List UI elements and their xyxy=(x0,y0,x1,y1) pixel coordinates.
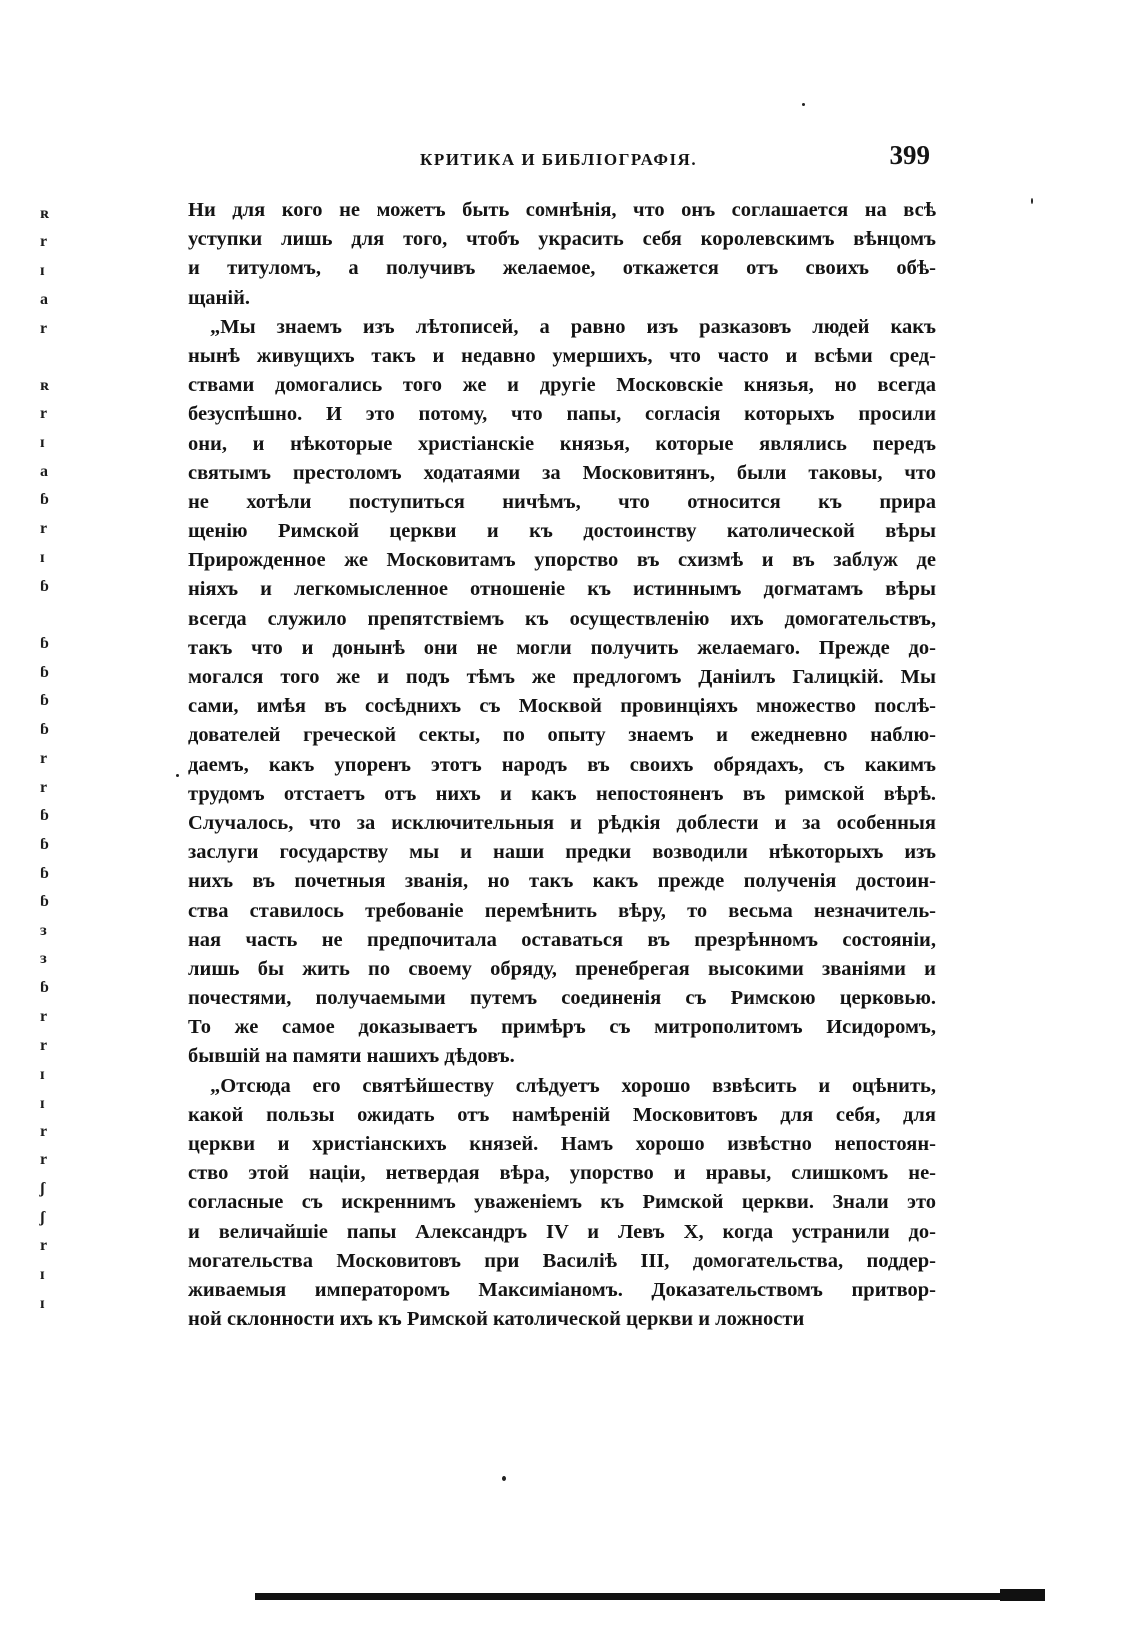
page-header xyxy=(188,140,936,180)
text-line: Прирожденное же Московитамъ упорство въ схизмѣ и въ заблуж де xyxy=(188,549,936,572)
margin-mark: ɪ xyxy=(40,1095,45,1112)
margin-mark: ɓ xyxy=(40,578,49,595)
margin-mark: ɓ xyxy=(40,635,49,652)
paragraph xyxy=(188,196,936,313)
margin-mark: ɓ xyxy=(40,692,49,709)
margin-mark: ɪ xyxy=(40,434,45,451)
text-line: То же самое доказываетъ примѣръ съ митрополитомъ Исидоромъ, xyxy=(188,1016,936,1039)
text-line: ствами домогались того же и другіе Московскіе князья, но всегда xyxy=(188,374,936,397)
margin-mark: r xyxy=(40,1237,48,1254)
margin-mark: ɪ xyxy=(40,549,45,566)
text-line: „Отсюда его святѣйшеству слѣдуетъ хорошо взвѣсить и оцѣнить, xyxy=(210,1074,936,1097)
text-line: такъ что и донынѣ они не могли получить желаемаго. Прежде до- xyxy=(188,636,936,659)
text-line: щаній. xyxy=(188,286,251,309)
page-number: 399 xyxy=(889,140,930,170)
margin-mark: r xyxy=(40,233,48,250)
margin-mark: ɓ xyxy=(40,836,49,853)
ink-speck xyxy=(502,1476,506,1481)
text-line: церкви и христіанскихъ князей. Намъ хорошо извѣстно непостоян- xyxy=(188,1133,936,1155)
text-line: ніяхъ и легкомысленное отношеніе къ истиннымъ догматамъ вѣры xyxy=(188,578,936,601)
margin-mark: ɪ xyxy=(40,1295,45,1312)
margin-mark: ɓ xyxy=(40,979,49,996)
text-line: живаемыя императоромъ Максиміаномъ. Доказательствомъ притвор- xyxy=(188,1278,936,1301)
margin-mark: ɜ xyxy=(40,950,47,967)
bottom-scan-edge-rule xyxy=(255,1593,1045,1600)
margin-mark: ɓ xyxy=(40,721,49,738)
text-line: могался того же и подъ тѣмъ же предлогомъ Даніилъ Галицкій. Мы xyxy=(188,666,936,688)
margin-mark: ɓ xyxy=(40,865,49,882)
text-line: сами, имѣя въ сосѣднихъ съ Москвой провинціяхъ множество послѣ- xyxy=(188,695,936,718)
margin-mark: ɪ xyxy=(40,1066,45,1083)
margin-mark: r xyxy=(40,779,48,796)
text-line: безуспѣшно. И это потому, что папы, согласія которыхъ просили xyxy=(188,403,936,426)
text-line: дователей греческой секты, по опыту знаемъ и ежедневно наблю- xyxy=(188,724,936,747)
margin-mark: r xyxy=(40,1123,48,1140)
text-line: святымъ престоломъ ходатаями за Московитянъ, были таковы, что xyxy=(188,461,936,484)
margin-mark: r xyxy=(40,1037,48,1054)
margin-show-through-marks xyxy=(40,205,60,1405)
body-text xyxy=(188,196,936,1334)
text-line: бывшій на памяти нашихъ дѣдовъ. xyxy=(188,1045,515,1068)
margin-mark: ʀ xyxy=(40,205,50,222)
text-line: лишь бы жить по своему обряду, пренебрегая высокими званіями и xyxy=(188,957,936,980)
margin-mark: a xyxy=(40,463,48,480)
text-line: почестями, получаемыми путемъ соединенія съ Римскою церковью. xyxy=(188,987,936,1010)
text-line: щенію Римской церкви и къ достоинству католической вѣры xyxy=(188,520,936,543)
text-line: не хотѣли поступиться ничѣмъ, что относится къ прира xyxy=(188,490,936,513)
text-line: и титуломъ, а получивъ желаемое, откажется отъ своихъ обѣ- xyxy=(188,257,936,280)
text-line: нихъ въ почетныя званія, но такъ какъ прежде полученія достоин- xyxy=(188,870,936,893)
text-line: даемъ, какъ упоренъ этотъ народъ въ своихъ обрядахъ, съ какимъ xyxy=(188,753,936,776)
paragraph xyxy=(188,1072,936,1335)
text-line: нынѣ живущихъ такъ и недавно умершихъ, что часто и всѣми сред- xyxy=(188,344,936,367)
text-line: всегда служило препятствіемъ къ осуществленію ихъ домогательствъ, xyxy=(188,607,936,630)
margin-mark: ɜ xyxy=(40,922,47,939)
margin-mark: a xyxy=(40,291,48,308)
margin-mark: r xyxy=(40,1008,48,1025)
margin-mark: ɓ xyxy=(40,491,49,508)
margin-mark: r xyxy=(40,405,48,422)
ink-speck xyxy=(802,103,805,106)
margin-mark: r xyxy=(40,520,48,537)
text-line: какой пользы ожидать отъ намѣреній Московитовъ для себя, для xyxy=(188,1103,936,1126)
text-line: ства ставилось требованіе перемѣнить вѣру, то весьма незначитель- xyxy=(188,899,936,922)
text-line: ство этой націи, нетвердая вѣра, упорство и нравы, слишкомъ не- xyxy=(188,1162,936,1185)
text-line: согласные съ искреннимъ уваженіемъ къ Римской церкви. Знали это xyxy=(188,1191,936,1214)
running-head: КРИТИКА И БИБЛІОГРАФІЯ. xyxy=(420,150,698,169)
text-line: ной склонности ихъ къ Римской католической церкви и ложности xyxy=(188,1308,805,1331)
text-line: ная часть не предпочитала оставаться въ презрѣнномъ состояніи, xyxy=(188,928,936,951)
text-line: уступки лишь для того, чтобъ украсить себя королевскимъ вѣнцомъ xyxy=(188,228,936,251)
text-line: Ни для кого не можетъ быть сомнѣнія, что онъ соглашается на всѣ xyxy=(188,199,936,221)
text-line: трудомъ отстаетъ отъ нихъ и какъ непостояненъ въ римской вѣрѣ. xyxy=(188,782,936,805)
text-line: заслуги государству мы и наши предки возводили нѣкоторыхъ изъ xyxy=(188,841,936,864)
margin-mark: r xyxy=(40,320,48,337)
text-line: Случалось, что за исключительныя и рѣдкія доблести и за особенныя xyxy=(188,811,936,834)
margin-mark: r xyxy=(40,1151,48,1168)
margin-mark: ɪ xyxy=(40,1266,45,1283)
text-line: „Мы знаемъ изъ лѣтописей, а равно изъ разказовъ людей какъ xyxy=(210,315,936,338)
text-line: они, и нѣкоторые христіанскіе князья, которые являлись передъ xyxy=(188,432,936,455)
margin-mark: ʀ xyxy=(40,377,50,394)
ink-speck xyxy=(176,774,179,777)
text-line: могательства Московитовъ при Василіѣ III, домогательства, поддер- xyxy=(188,1249,936,1272)
margin-mark: ʃ xyxy=(40,1209,45,1226)
text-line: и величайшіе папы Александръ IV и Левъ X, когда устранили до- xyxy=(188,1220,936,1243)
margin-mark: ʃ xyxy=(40,1180,45,1197)
margin-mark: ɓ xyxy=(40,807,49,824)
margin-mark: r xyxy=(40,750,48,767)
margin-mark: ɪ xyxy=(40,262,45,279)
paragraph xyxy=(188,313,936,1072)
bottom-scan-edge-block xyxy=(1000,1589,1045,1601)
margin-mark: ɓ xyxy=(40,664,49,681)
margin-mark: ɓ xyxy=(40,893,49,910)
ink-speck xyxy=(1031,198,1033,204)
